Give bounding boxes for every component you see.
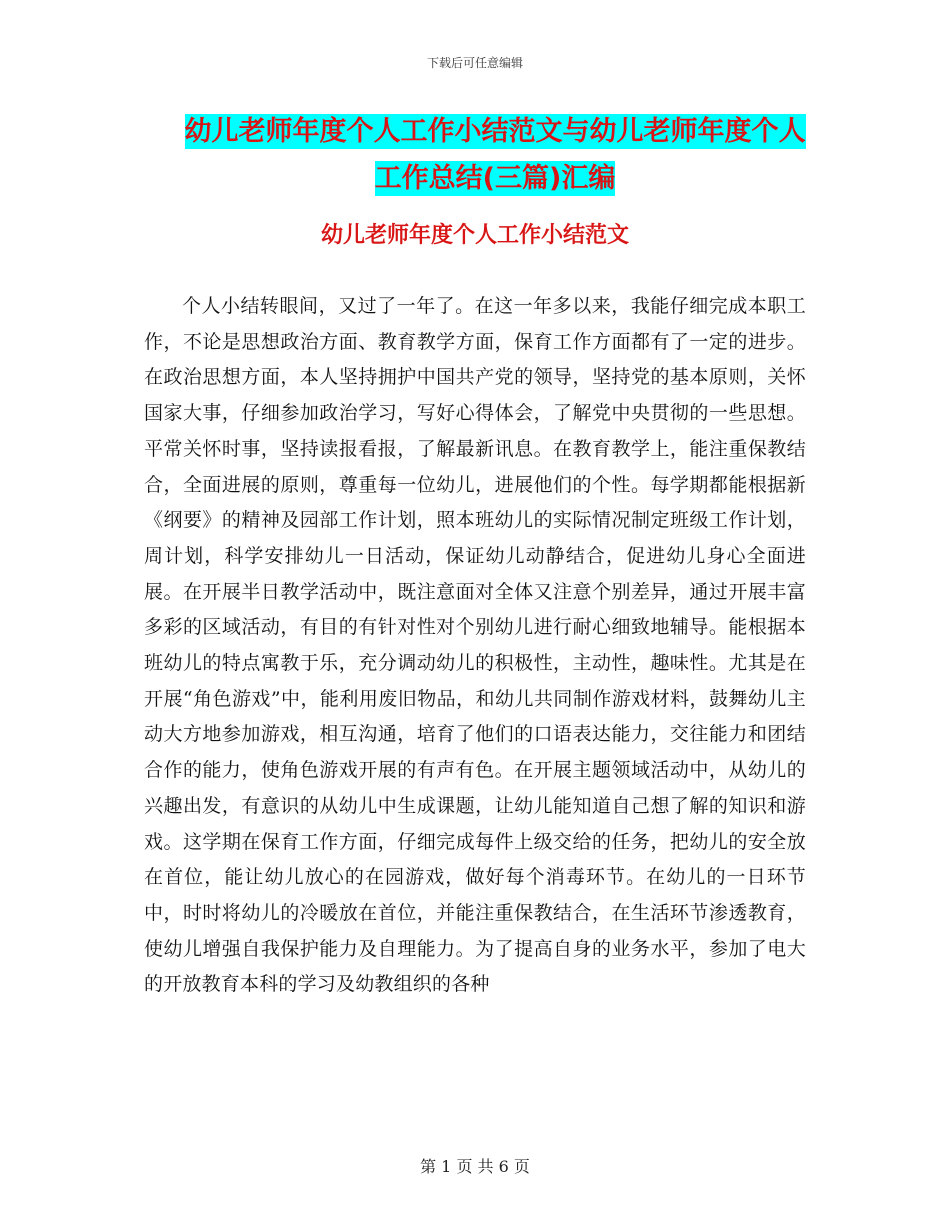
header-note: 下载后可任意编辑: [426, 56, 523, 70]
document-title-line2: 工作总结(三篇)汇编: [374, 163, 616, 194]
page-footer: 第 1 页 共 6 页: [420, 1157, 530, 1176]
document-title: [150, 108, 840, 202]
body-paragraph: 个人小结转眼间，又过了一年了。在这一年多以来，我能仔细完成本职工作，不论是思想政治方面、教育教学方面，保育工作方面都有了一定的进步。在政治思想方面，本人坚持拥护中国共产党的领导，坚持党的基本原则，关怀国家大事，仔细参加政治学习，写好心得体会，了解党中央贯彻的一些思想。平常关怀时事，坚持读报看报，了解最新讯息。在教育教学上，能注重保教结合，全面进展的原则，尊重每一位幼儿，进展他们的个性。每学期都能根据新《纲要》的精神及园部工作计划，照本班幼儿的实际情况制定班级工作计划，周计划，科学安排幼儿一日活动，保证幼儿动静结合，促进幼儿身心全面进展。在开展半日教学活动中，既注意面对全体又注意个别差异，通过开展丰富多彩的区域活动，有目的有针对性对个别幼儿进行耐心细致地辅导。能根据本班幼儿的特点寓教于乐，充分调动幼儿的积极性，主动性，趣味性。尤其是在开展“角色游戏”中，能利用废旧物品，和幼儿共同制作游戏材料，鼓舞幼儿主动大方地参加游戏，相互沟通，培育了他们的口语表达能力，交往能力和团结合作的能力，使角色游戏开展的有声有色。在开展主题领域活动中，从幼儿的兴趣出发，有意识的从幼儿中生成课题，让幼儿能知道自己想了解的知识和游戏。这学期在保育工作方面，仔细完成每件上级交给的任务，把幼儿的安全放在首位，能让幼儿放心的在园游戏，做好每个消毒环节。在幼儿的一日环节中，时时将幼儿的冷暖放在首位，并能注重保教结合，在生活环节渗透教育，使幼儿增强自我保护能力及自理能力。为了提高自身的业务水平，参加了电大的开放教育本科的学习及幼教组织的各种: [144, 295, 806, 996]
section-title: 幼儿老师年度个人工作小结范文: [320, 223, 629, 248]
document-title-line1: 幼儿老师年度个人工作小结范文与幼儿老师年度个人: [184, 116, 806, 147]
